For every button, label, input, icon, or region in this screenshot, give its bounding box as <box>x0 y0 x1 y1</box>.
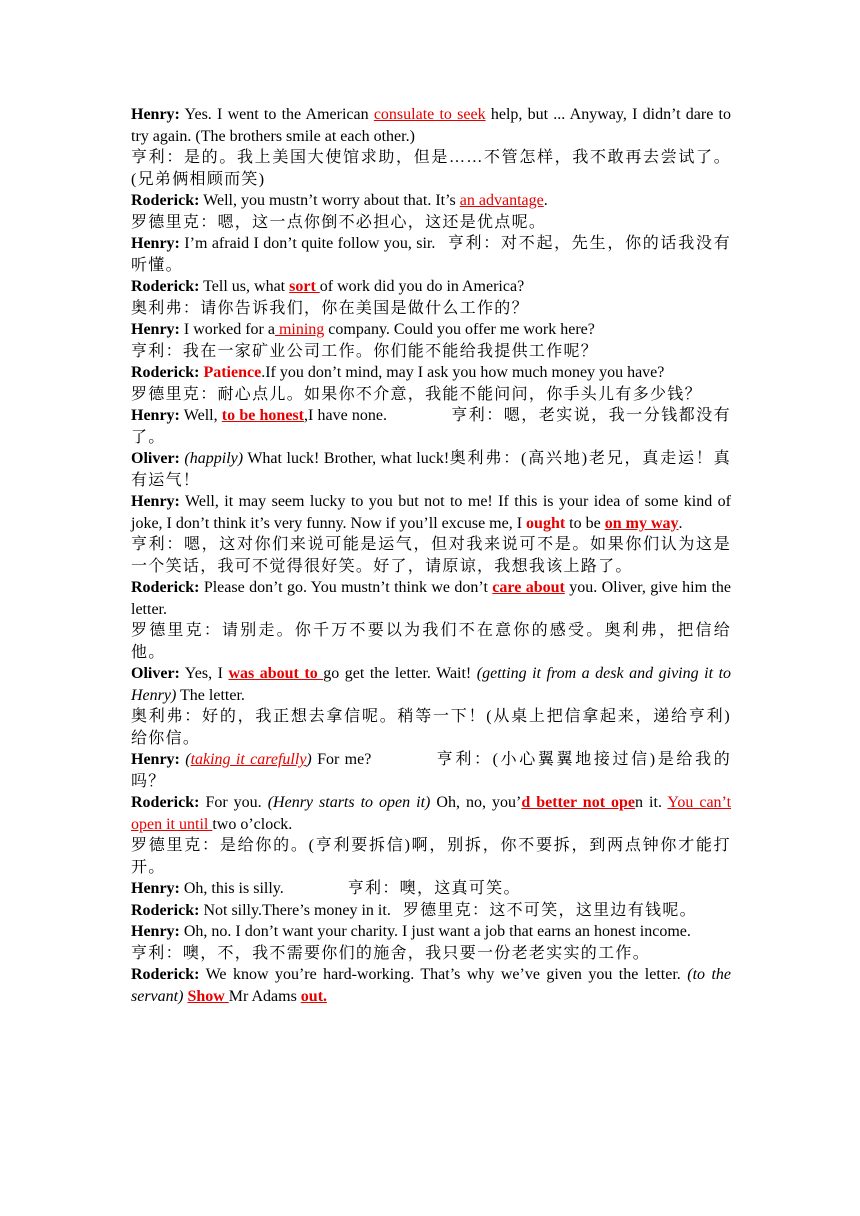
text-span: Not silly.There’s money in it. <box>199 901 391 919</box>
chinese-translation: 亨利：(小心翼翼地接过信)是给我的吗？ <box>131 751 732 790</box>
speaker-name: Oliver: <box>131 450 180 467</box>
speaker-name: Henry: <box>131 880 180 897</box>
text-span: 罗德里克：是给你的。(亨利要拆信)啊，别拆，你不要拆，到两点钟你才能打开。 <box>131 837 731 876</box>
text-span: We know you’re hard-working. That’s why we’ve given you the letter. <box>199 966 688 983</box>
text-span: I worked for a <box>179 321 275 338</box>
highlighted-phrase: to be honest <box>221 407 304 424</box>
text-span: . <box>543 192 548 209</box>
text-span: Well, you mustn’t worry about that. It’s <box>199 192 460 209</box>
text-span: Please don’t go. You mustn’t think we don’t <box>199 579 493 596</box>
dialogue-line <box>131 104 731 147</box>
speaker-name: Oliver: <box>131 665 180 682</box>
text-span: 罗德里克：嗯，这一点你倒不必担心，这还是优点呢。 <box>131 213 547 231</box>
text-span: ,I have none. <box>303 407 388 424</box>
speaker-name: Henry: <box>131 106 180 123</box>
text-span: you. Oliver, give him the letter. <box>131 579 731 618</box>
text-span: What luck! Brother, what luck! <box>243 450 450 467</box>
highlighted-phrase: consulate to seek <box>373 106 486 123</box>
chinese-translation-line <box>131 943 731 965</box>
speaker-name: Roderick: <box>131 192 200 209</box>
highlighted-phrase: on my way <box>604 514 679 532</box>
chinese-translation-line <box>131 620 731 663</box>
stage-direction: (Henry starts to open it) <box>267 794 431 811</box>
chinese-translation: 奥利弗：(高兴地)老兄，真走运！真有运气！ <box>131 450 731 489</box>
speaker-name: Henry: <box>131 493 180 510</box>
text-span: I’m afraid I don’t quite follow you, sir. <box>179 235 436 252</box>
dialogue-line <box>131 749 731 792</box>
text-span: For me? <box>311 751 372 768</box>
text-span: of work did you do in America? <box>319 278 525 295</box>
text-span: 亨利：是的。我上美国大使馆求助，但是……不管怎样，我不敢再去尝试了。(兄弟俩相顾而笑) <box>131 149 731 188</box>
dialogue-line <box>131 190 731 212</box>
speaker-name: Roderick: <box>131 364 200 381</box>
chinese-translation: 亨利：嗯，老实说，我一分钱都没有了。 <box>131 407 731 446</box>
highlighted-phrase: care about <box>492 579 565 596</box>
dialogue-line <box>131 491 731 534</box>
chinese-translation-line <box>131 212 731 234</box>
stage-direction: (getting it from a desk and giving it to Henry) <box>131 665 732 704</box>
dialogue-line <box>131 663 731 706</box>
chinese-translation-line <box>131 835 731 878</box>
speaker-name: Henry: <box>131 235 180 252</box>
document-page <box>131 104 731 1007</box>
text-span: Oh, no. I don’t want your charity. I just want a job that earns an honest income. <box>179 923 691 940</box>
text-span: Yes. I went to the American <box>179 106 374 123</box>
text-span: Oh, this is silly. <box>179 880 284 897</box>
speaker-name: Roderick: <box>131 579 200 596</box>
dialogue-line <box>131 921 731 943</box>
text-span: Tell us, what <box>199 278 290 295</box>
highlighted-phrase: d better not ope <box>521 794 636 811</box>
dialogue-line <box>131 964 731 1007</box>
dialogue-line <box>131 792 731 835</box>
highlighted-phrase: out. <box>300 987 328 1005</box>
dialogue-line <box>131 577 731 620</box>
chinese-translation-line <box>131 341 731 363</box>
speaker-name: Henry: <box>131 751 180 768</box>
text-span: 奥利弗：好的，我正想去拿信呢。稍等一下！(从桌上把信拿起来，递给亨利)给你信。 <box>131 708 731 747</box>
chinese-translation-line <box>131 298 731 320</box>
text-span: company. Could you offer me work here? <box>324 321 595 338</box>
text-span: two o’clock. <box>212 815 293 833</box>
stage-direction: ( <box>185 751 191 768</box>
stage-direction: (happily) <box>184 450 244 467</box>
speaker-name: Roderick: <box>131 901 200 919</box>
text-span: 罗德里克：请别走。你千万不要以为我们不在意你的感受。奥利弗，把信给他。 <box>131 622 731 661</box>
dialogue-line <box>131 405 731 448</box>
speaker-name: Henry: <box>131 321 180 338</box>
text-span: 奥利弗：请你告诉我们，你在美国是做什么工作的？ <box>131 299 529 317</box>
chinese-translation-line <box>131 147 731 190</box>
dialogue-line <box>131 900 731 922</box>
speaker-name: Henry: <box>131 407 180 424</box>
text-span: help, but ... Anyway, I didn’t dare to try again. (The brothers smile at each other.) <box>131 106 732 145</box>
text-span: to be <box>565 514 605 532</box>
text-span: Well, <box>179 407 222 424</box>
stage-direction: ) <box>306 751 312 768</box>
speaker-name: Roderick: <box>131 966 200 983</box>
dialogue-line <box>131 448 731 491</box>
chinese-translation: 亨利：对不起，先生，你的话我没有听懂。 <box>131 235 731 274</box>
speaker-name: Roderick: <box>131 794 200 811</box>
text-span: . <box>678 514 683 532</box>
highlighted-phrase: Show <box>187 987 229 1005</box>
highlighted-phrase: mining <box>274 321 325 338</box>
highlighted-phrase: was about to <box>228 665 324 682</box>
text-span: 亨利：嗯，这对你们来说可能是运气，但对我来说可不是。如果你们认为这是一个笑话，我可不觉得很好笑。好了，请原谅，我想我该上路了。 <box>131 536 731 575</box>
stage-direction: (to the servant) <box>131 966 731 1005</box>
chinese-translation: 亨利：噢，这真可笑。 <box>347 880 521 897</box>
highlighted-phrase: an advantage <box>459 192 544 209</box>
chinese-translation-line <box>131 534 731 577</box>
text-span: 亨利：噢，不，我不需要你们的施舍，我只要一份老老实实的工作。 <box>131 944 651 962</box>
chinese-translation: 罗德里克：这不可笑，这里边有钱呢。 <box>402 901 697 919</box>
dialogue-line <box>131 362 731 384</box>
chinese-translation-line <box>131 706 731 749</box>
chinese-translation-line <box>131 384 731 406</box>
text-span: The letter. <box>176 686 245 704</box>
text-span: .If you don’t mind, may I ask you how much money you have? <box>261 364 665 381</box>
speaker-name: Roderick: <box>131 278 200 295</box>
dialogue-line <box>131 233 731 276</box>
dialogue-line <box>131 878 731 900</box>
highlighted-phrase: taking it carefully <box>190 751 307 768</box>
text-span: go get the letter. Wait! <box>323 665 477 682</box>
text-span: Oh, no, you’ <box>430 794 522 811</box>
text-span: n it. <box>635 794 668 811</box>
text-span: Yes, I <box>179 665 229 682</box>
highlighted-phrase: Patience <box>203 364 262 381</box>
highlighted-phrase: ought <box>526 514 566 532</box>
highlighted-phrase: You can’t open it until <box>131 794 732 833</box>
text-span: For you. <box>199 794 268 811</box>
highlighted-phrase: sort <box>289 278 320 295</box>
text-span: 亨利：我在一家矿业公司工作。你们能不能给我提供工作呢？ <box>131 342 599 360</box>
dialogue-line <box>131 319 731 341</box>
text-span: Mr Adams <box>228 987 301 1005</box>
speaker-name: Henry: <box>131 923 180 940</box>
text-span: Well, it may seem lucky to you but not to me! If this is your idea of some kind of joke, I don’t think it’s very funny. Now if you’ll excuse me, I <box>131 493 731 532</box>
dialogue-line <box>131 276 731 298</box>
text-span: 罗德里克：耐心点儿。如果你不介意，我能不能问问，你手头儿有多少钱？ <box>131 385 702 403</box>
